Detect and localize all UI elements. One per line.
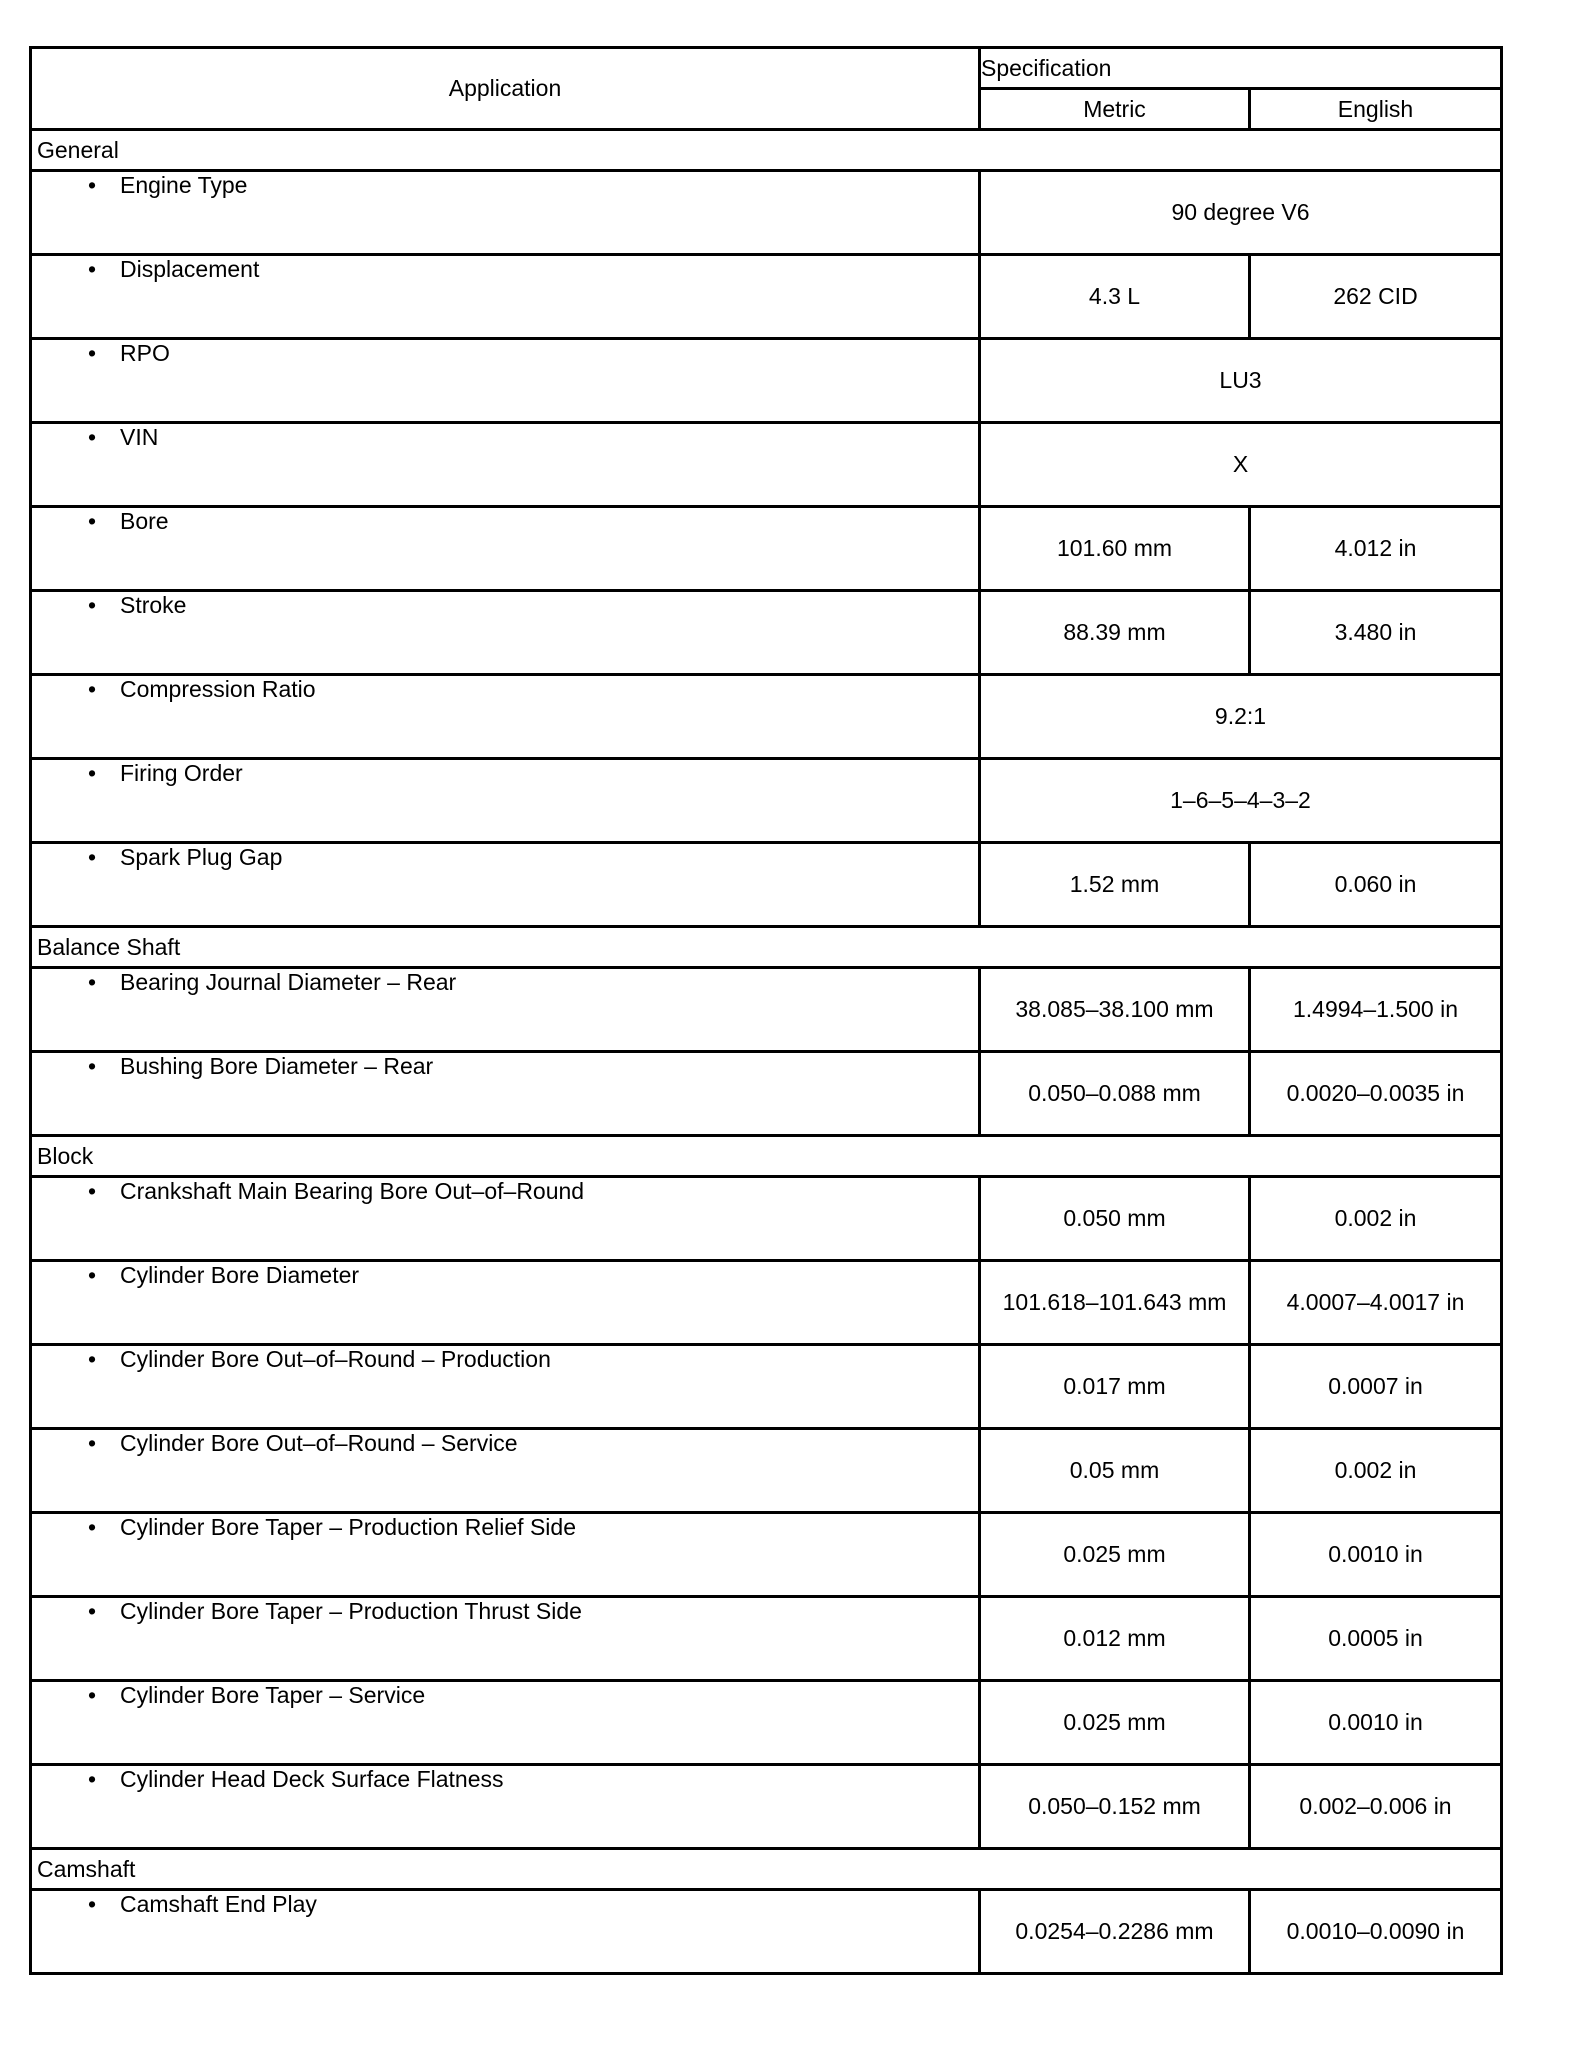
application-cell	[31, 968, 980, 1052]
english-value: 3.480 in	[1250, 591, 1502, 675]
spec-label: Camshaft End Play	[120, 1891, 317, 1917]
spec-value-combined: X	[980, 423, 1502, 507]
metric-value: 0.017 mm	[980, 1345, 1250, 1429]
metric-value: 101.60 mm	[980, 507, 1250, 591]
spec-row	[31, 591, 1502, 675]
bullet-icon: •	[88, 1053, 97, 1079]
metric-value: 0.050–0.088 mm	[980, 1052, 1250, 1136]
spec-label: Displacement	[120, 256, 260, 282]
spec-label: Cylinder Bore Diameter	[120, 1262, 360, 1288]
metric-value: 0.050 mm	[980, 1177, 1250, 1261]
application-header: Application	[31, 48, 980, 130]
spec-row	[31, 255, 1502, 339]
metric-value: 101.618–101.643 mm	[980, 1261, 1250, 1345]
english-value: 0.0010 in	[1250, 1513, 1502, 1597]
bullet-icon: •	[88, 424, 97, 450]
application-cell	[31, 1261, 980, 1345]
spec-value-combined: LU3	[980, 339, 1502, 423]
bullet-icon: •	[88, 1598, 97, 1624]
bullet-icon: •	[88, 256, 97, 282]
english-value: 0.0010 in	[1250, 1681, 1502, 1765]
english-value: 4.0007–4.0017 in	[1250, 1261, 1502, 1345]
english-value: 0.0020–0.0035 in	[1250, 1052, 1502, 1136]
bullet-icon: •	[88, 676, 97, 702]
spec-row	[31, 1261, 1502, 1345]
spec-label: RPO	[120, 340, 170, 366]
spec-row	[31, 1429, 1502, 1513]
spec-label: VIN	[120, 424, 159, 450]
bullet-icon: •	[88, 1766, 97, 1792]
bullet-icon: •	[88, 1178, 97, 1204]
application-cell	[31, 1052, 980, 1136]
english-value: 0.060 in	[1250, 843, 1502, 927]
spec-row	[31, 759, 1502, 843]
spec-value-combined: 9.2:1	[980, 675, 1502, 759]
metric-value: 1.52 mm	[980, 843, 1250, 927]
spec-label: Cylinder Bore Out–of–Round – Production	[120, 1346, 551, 1372]
bullet-icon: •	[88, 1514, 97, 1540]
section-row	[31, 1136, 1502, 1177]
application-cell	[31, 1597, 980, 1681]
application-cell	[31, 339, 980, 423]
bullet-icon: •	[88, 760, 97, 786]
spec-label: Stroke	[120, 592, 187, 618]
spec-label: Engine Type	[120, 172, 248, 198]
bullet-icon: •	[88, 969, 97, 995]
metric-value: 0.025 mm	[980, 1681, 1250, 1765]
spec-label: Crankshaft Main Bearing Bore Out–of–Round	[120, 1178, 585, 1204]
metric-value: 0.012 mm	[980, 1597, 1250, 1681]
section-row	[31, 130, 1502, 171]
english-value: 0.0010–0.0090 in	[1250, 1890, 1502, 1974]
application-cell	[31, 843, 980, 927]
english-value: 0.002 in	[1250, 1429, 1502, 1513]
spec-row	[31, 339, 1502, 423]
english-value: 262 CID	[1250, 255, 1502, 339]
spec-row	[31, 507, 1502, 591]
application-cell	[31, 1765, 980, 1849]
application-cell	[31, 507, 980, 591]
spec-label: Cylinder Bore Taper – Production Relief Side	[120, 1514, 576, 1540]
bullet-icon: •	[88, 1682, 97, 1708]
application-cell	[31, 171, 980, 255]
spec-row	[31, 843, 1502, 927]
metric-value: 0.025 mm	[980, 1513, 1250, 1597]
spec-row	[31, 1890, 1502, 1974]
spec-label: Bore	[120, 508, 169, 534]
spec-value-combined: 90 degree V6	[980, 171, 1502, 255]
bullet-icon: •	[88, 340, 97, 366]
spec-label: Cylinder Bore Out–of–Round – Service	[120, 1430, 518, 1456]
bullet-icon: •	[88, 1891, 97, 1917]
spec-row	[31, 1513, 1502, 1597]
section-title: Camshaft	[31, 1849, 1502, 1890]
bullet-icon: •	[88, 1430, 97, 1456]
english-value: 0.0007 in	[1250, 1345, 1502, 1429]
english-value: 4.012 in	[1250, 507, 1502, 591]
specification-table	[29, 46, 1503, 1975]
specification-body	[31, 130, 1502, 1974]
spec-label: Cylinder Head Deck Surface Flatness	[120, 1766, 504, 1792]
english-value: 1.4994–1.500 in	[1250, 968, 1502, 1052]
bullet-icon: •	[88, 172, 97, 198]
spec-row	[31, 1765, 1502, 1849]
spec-label: Compression Ratio	[120, 676, 316, 702]
metric-value: 0.05 mm	[980, 1429, 1250, 1513]
section-row	[31, 1849, 1502, 1890]
spec-label: Spark Plug Gap	[120, 844, 283, 870]
application-cell	[31, 255, 980, 339]
spec-label: Bearing Journal Diameter – Rear	[120, 969, 457, 995]
spec-label: Cylinder Bore Taper – Service	[120, 1682, 426, 1708]
application-cell	[31, 675, 980, 759]
spec-row	[31, 968, 1502, 1052]
english-value: 0.002–0.006 in	[1250, 1765, 1502, 1849]
metric-value: 38.085–38.100 mm	[980, 968, 1250, 1052]
spec-row	[31, 1177, 1502, 1261]
application-cell	[31, 423, 980, 507]
spec-label: Bushing Bore Diameter – Rear	[120, 1053, 434, 1079]
bullet-icon: •	[88, 508, 97, 534]
spec-row	[31, 1681, 1502, 1765]
application-cell	[31, 759, 980, 843]
bullet-icon: •	[88, 844, 97, 870]
spec-label: Cylinder Bore Taper – Production Thrust Side	[120, 1598, 582, 1624]
section-title: Balance Shaft	[31, 927, 1502, 968]
metric-value: 0.0254–0.2286 mm	[980, 1890, 1250, 1974]
specification-header: Specification	[980, 48, 1502, 89]
application-cell	[31, 1681, 980, 1765]
section-title: Block	[31, 1136, 1502, 1177]
application-cell	[31, 591, 980, 675]
metric-header: Metric	[980, 89, 1250, 130]
bullet-icon: •	[88, 592, 97, 618]
application-cell	[31, 1429, 980, 1513]
application-cell	[31, 1177, 980, 1261]
english-value: 0.0005 in	[1250, 1597, 1502, 1681]
application-cell	[31, 1345, 980, 1429]
spec-row	[31, 1597, 1502, 1681]
section-row	[31, 927, 1502, 968]
application-cell	[31, 1890, 980, 1974]
metric-value: 4.3 L	[980, 255, 1250, 339]
metric-value: 88.39 mm	[980, 591, 1250, 675]
metric-value: 0.050–0.152 mm	[980, 1765, 1250, 1849]
spec-row	[31, 171, 1502, 255]
section-title: General	[31, 130, 1502, 171]
spec-row	[31, 1052, 1502, 1136]
english-header: English	[1250, 89, 1502, 130]
spec-value-combined: 1–6–5–4–3–2	[980, 759, 1502, 843]
bullet-icon: •	[88, 1262, 97, 1288]
spec-row	[31, 423, 1502, 507]
bullet-icon: •	[88, 1346, 97, 1372]
english-value: 0.002 in	[1250, 1177, 1502, 1261]
application-cell	[31, 1513, 980, 1597]
spec-label: Firing Order	[120, 760, 243, 786]
spec-row	[31, 675, 1502, 759]
spec-row	[31, 1345, 1502, 1429]
